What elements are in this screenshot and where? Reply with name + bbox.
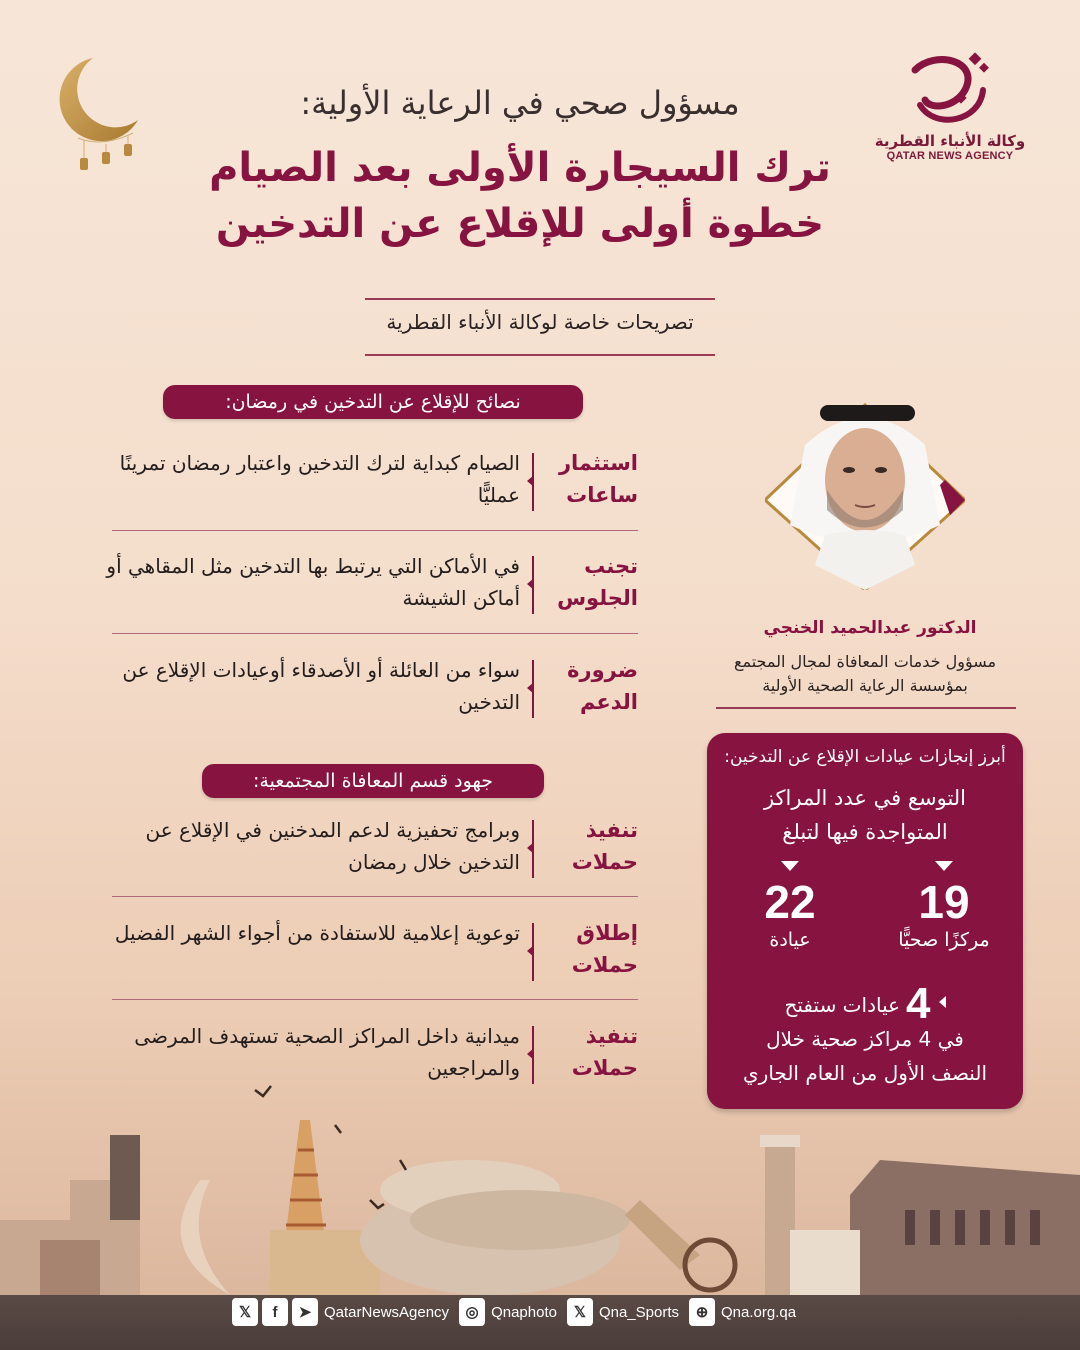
row-divider <box>112 530 638 531</box>
effort-item <box>108 814 638 886</box>
headline-title-line-2: خطوة أولى للإقلاع عن التدخين <box>215 201 825 247</box>
logo-arabic-name: وكالة الأنباء القطرية <box>874 132 1026 150</box>
official-divider <box>716 707 1016 709</box>
effort-pointer-icon <box>527 945 534 957</box>
globe-icon[interactable]: ⊕ <box>689 1298 715 1326</box>
effort-label: تنفيذ حملات <box>571 1024 638 1080</box>
social-handle-qna-sports[interactable]: Qna_Sports <box>598 1303 679 1321</box>
tip-pointer-icon <box>527 475 534 487</box>
clinics-count: 22 <box>764 876 816 928</box>
crescent-lanterns-icon <box>48 48 148 178</box>
row-divider <box>112 896 638 897</box>
effort-pointer-icon <box>527 1048 534 1060</box>
tip-text: في الأماكن التي يرتبط بها التدخين مثل المقاهي أو أماكن الشيشة <box>106 554 520 610</box>
centers-count: 19 <box>918 876 970 928</box>
x-icon[interactable]: 𝕏 <box>567 1298 593 1326</box>
new-clinics-count: 4 <box>906 979 931 1028</box>
website-link[interactable]: Qna.org.qa <box>721 1303 797 1321</box>
effort-text: ميدانية داخل المراكز الصحية تستهدف المرضى والمراجعين <box>134 1024 520 1080</box>
effort-label: تنفيذ حملات <box>571 818 638 874</box>
subtitle-divider-bottom <box>365 354 715 356</box>
achievements-lead: التوسع في عدد المراكز المتواجدة فيها لتبلغ <box>763 786 967 844</box>
arrow-down-icon <box>781 861 799 871</box>
logo-english-name: QATAR NEWS AGENCY <box>886 150 1014 162</box>
efforts-section-heading: جهود قسم المعافاة المجتمعية: <box>202 764 544 798</box>
headline-kicker: مسؤول صحي في الرعاية الأولية: <box>300 84 740 122</box>
social-links <box>232 1297 802 1327</box>
tip-item <box>108 654 638 726</box>
clinics-label: عيادة <box>769 929 811 951</box>
tips-section-heading: نصائح للإقلاع عن التدخين في رمضان: <box>163 385 583 419</box>
tip-label: ضرورة الدعم <box>567 658 638 714</box>
agal-icon <box>820 405 915 421</box>
arrow-down-icon <box>935 861 953 871</box>
pointer-left-icon <box>939 996 946 1008</box>
effort-label: إطلاق حملات <box>571 921 638 977</box>
social-handle-qnaphoto[interactable]: Qnaphoto <box>491 1303 557 1321</box>
tip-item <box>108 550 638 622</box>
new-clinics-note: 4عيادات ستفتح في 4 مراكز صحية خلال النصف الأول من العام الجاري <box>707 987 1023 1090</box>
effort-text: توعوية إعلامية للاستفادة من أجواء الشهر الفضيل <box>114 921 520 945</box>
subtitle: تصريحات خاصة لوكالة الأنباء القطرية <box>386 310 694 334</box>
tip-text: الصيام كبداية لترك التدخين واعتبار رمضان تمرينًا عمليًّا <box>119 451 520 507</box>
subtitle-divider-top <box>365 298 715 300</box>
tip-label: استثمار ساعات <box>558 451 638 507</box>
official-name: الدكتور عبدالحميد الخنجي <box>763 618 977 638</box>
new-clinics-line-1: 4عيادات ستفتح <box>707 987 1023 1022</box>
tip-pointer-icon <box>527 682 534 694</box>
official-role: مسؤول خدمات المعافاة لمجال المجتمع بمؤسسة الرعاية الصحية الأولية <box>733 652 997 695</box>
social-handle-qatarnewsagency[interactable]: QatarNewsAgency <box>324 1303 450 1321</box>
achievements-heading: أبرز إنجازات عيادات الإقلاع عن التدخين: <box>724 747 1006 767</box>
row-divider <box>112 633 638 634</box>
official-portrait <box>765 385 965 590</box>
tip-text: سواء من العائلة أو الأصدقاء أوعيادات الإقلاع عن التدخين <box>122 658 520 714</box>
instagram-icon[interactable]: ◎ <box>459 1298 485 1326</box>
tip-label: تجنب الجلوس <box>557 554 638 610</box>
qna-logo <box>860 50 1040 180</box>
effort-pointer-icon <box>527 842 534 854</box>
effort-item <box>108 917 638 989</box>
headline-title <box>200 140 840 252</box>
facebook-icon[interactable]: f <box>262 1298 288 1326</box>
x-icon[interactable]: 𝕏 <box>232 1298 258 1326</box>
row-divider <box>112 999 638 1000</box>
centers-label: مركزًا صحيًّا <box>898 929 990 951</box>
achievements-panel <box>707 733 1023 1109</box>
tip-item <box>108 447 638 519</box>
telegram-icon[interactable]: ➤ <box>292 1298 318 1326</box>
headline-title-line-1: ترك السيجارة الأولى بعد الصيام <box>209 145 831 191</box>
tip-pointer-icon <box>527 578 534 590</box>
doha-skyline-illustration <box>0 1080 1080 1305</box>
qna-emblem-icon <box>895 50 1005 130</box>
effort-text: وبرامج تحفيزية لدعم المدخنين في الإقلاع عن التدخين خلال رمضان <box>145 818 520 874</box>
